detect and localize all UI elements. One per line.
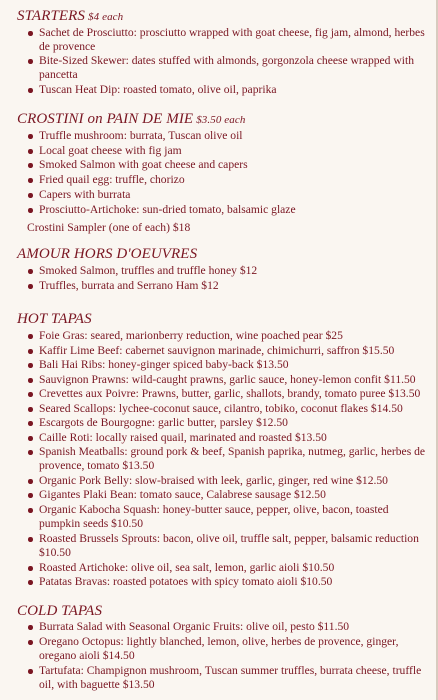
menu-item: Smoked Salmon with goat cheese and capers: [27, 158, 427, 172]
section-price: $4 each: [88, 11, 124, 23]
section-title: AMOUR HORS D'OEUVRES: [17, 246, 198, 262]
menu-item: Roasted Brussels Sprouts: bacon, olive oil, truffle salt, pepper, balsamic reduction $10.50: [27, 532, 427, 560]
menu-item: Bali Hai Ribs: honey-ginger spiced baby-back $13.50: [27, 358, 427, 372]
menu-item: Kaffir Lime Beef: cabernet sauvignon marinade, chimichurri, saffron $15.50: [27, 344, 427, 358]
menu-item: Sauvignon Prawns: wild-caught prawns, garlic sauce, honey-lemon confit $11.50: [27, 373, 427, 387]
menu-item: Oregano Octopus: lightly blanched, lemon, olive, herbes de provence, ginger, oregano aioli $14.50: [27, 635, 427, 663]
section-title: HOT TAPAS: [17, 311, 92, 327]
section-title: STARTERS: [17, 8, 86, 24]
menu-item: Roasted Artichoke: olive oil, sea salt, lemon, garlic aioli $10.50: [27, 561, 427, 575]
crostini-sampler-note: Crostini Sampler (one of each) $18: [27, 221, 191, 234]
menu-item: Sachet de Prosciutto: prosciutto wrapped with goat cheese, fig jam, almond, herbes de provence: [27, 26, 427, 54]
menu-item: Truffle mushroom: burrata, Tuscan olive oil: [27, 129, 427, 143]
section-heading-crostini: [17, 111, 245, 128]
menu-item: Prosciutto-Artichoke: sun-dried tomato, balsamic glaze: [27, 203, 427, 217]
menu-item: Patatas Bravas: roasted potatoes with spicy tomato aioli $10.50: [27, 575, 427, 589]
menu-item: Gigantes Plaki Bean: tomato sauce, Calabrese sausage $12.50: [27, 488, 427, 502]
menu-item: Truffles, burrata and Serrano Ham $12: [27, 279, 427, 293]
menu-item: Fried quail egg: truffle, chorizo: [27, 173, 427, 187]
menu-item: Local goat cheese with fig jam: [27, 144, 427, 158]
section-price: $3.50 each: [196, 114, 246, 126]
menu-item: Crevettes aux Poivre: Prawns, butter, garlic, shallots, brandy, tomato puree $13.50: [27, 387, 427, 401]
menu-item: Foie Gras: seared, marionberry reduction, wine poached pear $25: [27, 329, 427, 343]
section-heading-starters: [17, 8, 123, 25]
menu-item: Organic Kabocha Squash: honey-butter sauce, pepper, olive, bacon, toasted pumpkin seeds $10.50: [27, 503, 427, 531]
section-title: CROSTINI on PAIN DE MIE: [17, 111, 194, 127]
section-heading-amour: [17, 246, 197, 263]
menu-item: Tuscan Heat Dip: roasted tomato, olive oil, paprika: [27, 83, 427, 97]
menu-item: Spanish Meatballs: ground pork & beef, Spanish paprika, nutmeg, garlic, herbes de provence, tomato $13.50: [27, 445, 427, 473]
menu-item: Smoked Salmon, truffles and truffle honey $12: [27, 264, 427, 278]
menu-item: Bite-Sized Skewer: dates stuffed with almonds, gorgonzola cheese wrapped with pancetta: [27, 54, 427, 82]
menu-item: Escargots de Bourgogne: garlic butter, parsley $12.50: [27, 416, 427, 430]
section-title: COLD TAPAS: [17, 603, 103, 619]
menu-item: Caille Roti: locally raised quail, marinated and roasted $13.50: [27, 431, 427, 445]
section-heading-hot: [17, 311, 92, 328]
menu-item: Capers with burrata: [27, 188, 427, 202]
section-heading-cold: [17, 603, 102, 620]
menu-item: Burrata Salad with Seasonal Organic Fruits: olive oil, pesto $11.50: [27, 620, 427, 634]
menu-item: Seared Scallops: lychee-coconut sauce, cilantro, tobiko, coconut flakes $14.50: [27, 402, 427, 416]
menu-item: Tartufata: Champignon mushroom, Tuscan summer truffles, burrata cheese, truffle oil, with baguette $13.50: [27, 664, 427, 692]
menu-item: Organic Pork Belly: slow-braised with leek, garlic, ginger, red wine $12.50: [27, 474, 427, 488]
